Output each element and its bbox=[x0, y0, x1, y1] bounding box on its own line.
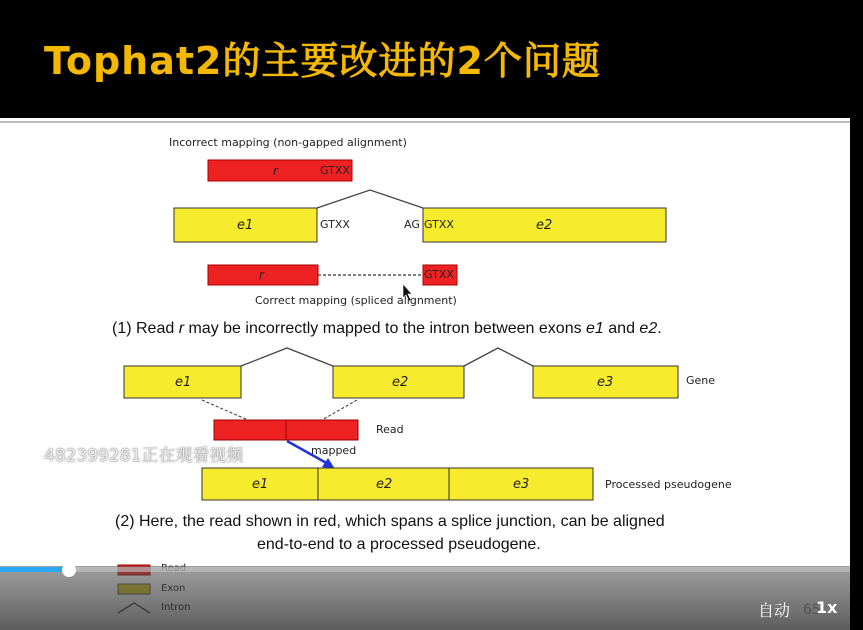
slide-page-number: 65 bbox=[803, 602, 821, 618]
acceptor-ag-label: AG bbox=[404, 218, 420, 231]
caption-1: (1) Read r may be incorrectly mapped to the intron between exons e1 and e2. bbox=[112, 320, 662, 337]
auto-quality-button[interactable]: 自动 bbox=[758, 601, 791, 620]
exon-e1-label-1: e1 bbox=[237, 218, 254, 233]
incorrect-mapping-label: Incorrect mapping (non-gapped alignment) bbox=[169, 136, 407, 149]
pseudogene-e2-label: e2 bbox=[376, 477, 393, 492]
correct-mapping-label: Correct mapping (spliced alignment) bbox=[255, 294, 457, 307]
intron-line-1 bbox=[317, 190, 423, 208]
pseudogene-e3-label: e3 bbox=[513, 477, 530, 492]
gene-e1-label: e1 bbox=[175, 375, 192, 390]
mapped-label: mapped bbox=[311, 444, 357, 457]
progress-track[interactable] bbox=[0, 567, 863, 572]
player-control-bar bbox=[0, 566, 863, 630]
correct-read-gtxx: GTXX bbox=[424, 268, 454, 281]
progress-knob[interactable] bbox=[62, 563, 76, 577]
progress-fill bbox=[0, 567, 69, 572]
read-label: Read bbox=[376, 423, 404, 436]
pseudogene-label: Processed pseudogene bbox=[605, 478, 732, 491]
intron-line-2b bbox=[464, 348, 533, 366]
gene-e2-label: e2 bbox=[392, 375, 409, 390]
mapped-arrow-head bbox=[322, 458, 335, 469]
donor-gtxx-label: GTXX bbox=[320, 218, 350, 231]
read-part-right bbox=[286, 420, 358, 440]
dash-right bbox=[322, 400, 357, 420]
playback-speed-button[interactable]: 1x bbox=[816, 598, 838, 617]
read-part-left bbox=[214, 420, 286, 440]
right-edge-bar bbox=[850, 0, 863, 630]
exon-e2-label-1: e2 bbox=[536, 218, 553, 233]
incorrect-read-gtxx: GTXX bbox=[320, 164, 350, 177]
dash-left bbox=[202, 400, 248, 420]
incorrect-read-label: r bbox=[273, 164, 278, 178]
viewer-watermark: 482399281正在观看视频 bbox=[44, 446, 244, 466]
correct-read-label: r bbox=[259, 268, 264, 282]
caption-2-line-1: (2) Here, the read shown in red, which spans a splice junction, can be aligned bbox=[115, 513, 665, 530]
caption-2-line-2: end-to-end to a processed pseudogene. bbox=[257, 536, 541, 553]
gene-label: Gene bbox=[686, 374, 716, 387]
gene-e3-label: e3 bbox=[597, 375, 614, 390]
exon2-gtxx-label: GTXX bbox=[424, 218, 454, 231]
pseudogene-e1-label: e1 bbox=[252, 477, 269, 492]
intron-line-2a bbox=[241, 348, 333, 366]
slide-title: Tophat2的主要改进的2个问题 bbox=[44, 39, 601, 83]
